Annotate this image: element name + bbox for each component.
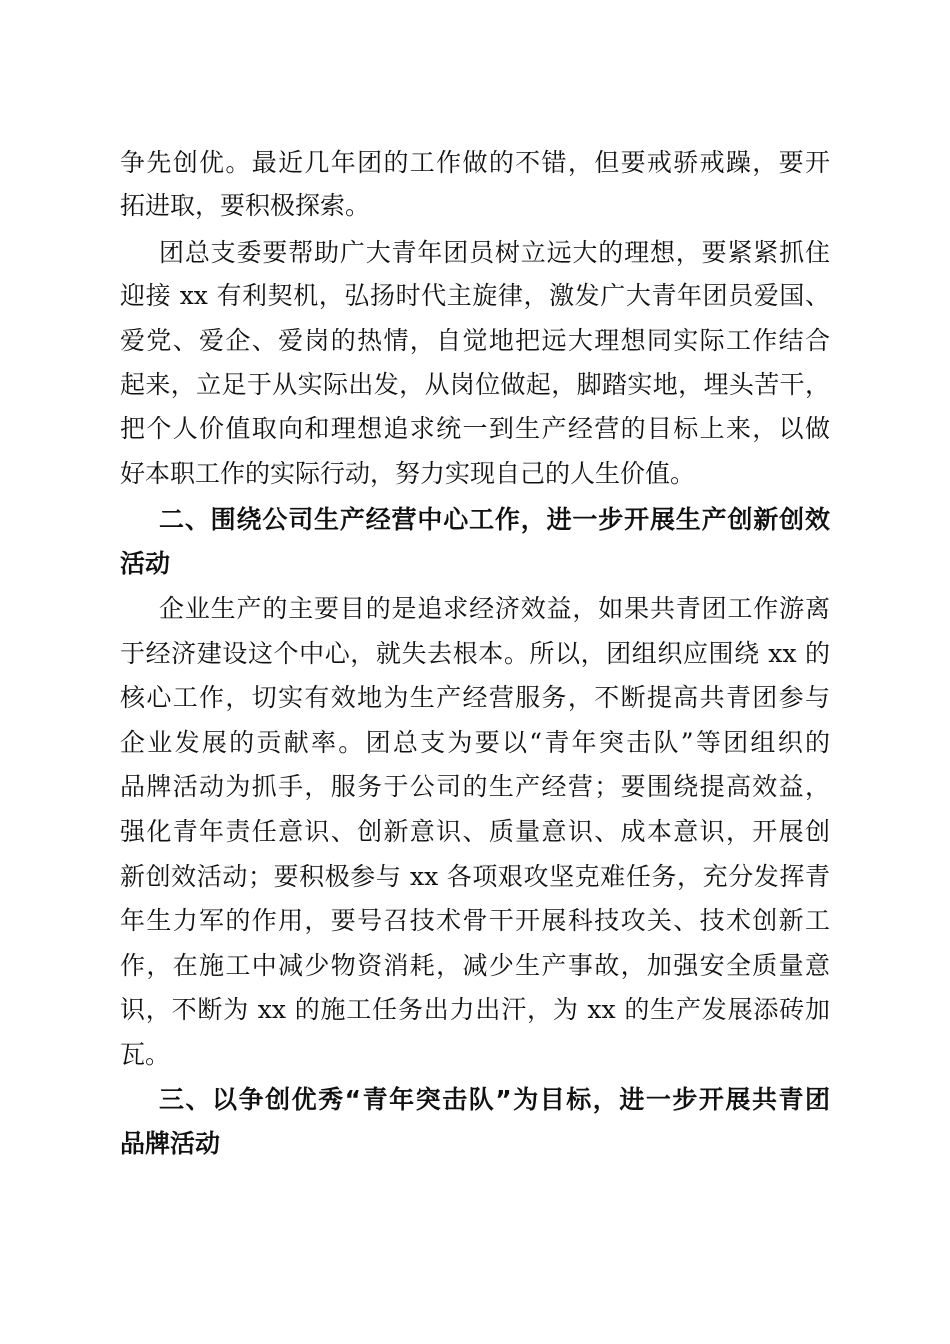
paragraph-line: 企业发展的贡献率。团总支为要以“青年突击队”等团组织的 [120, 728, 830, 757]
paragraph-line: 作，在施工中减少物资消耗，减少生产事故，加强安全质量意 [120, 951, 830, 980]
paragraph-line: 品牌活动为抓手，服务于公司的生产经营；要围绕提高效益， [120, 772, 830, 801]
section-heading-line: 品牌活动 [120, 1129, 221, 1158]
paragraph-line: 企业生产的主要目的是追求经济效益，如果共青团工作游离 [159, 594, 830, 623]
paragraph-line: 好本职工作的实际行动，努力实现自己的人生价值。 [120, 459, 696, 488]
paragraph-line: 于经济建设这个中心，就失去根本。所以，团组织应围绕 xx 的 [120, 639, 830, 668]
paragraph-line: 把个人价值取向和理想追求统一到生产经营的目标上来，以做 [120, 414, 830, 443]
paragraph-line: 争先创优。最近几年团的工作做的不错，但要戒骄戒躁，要开 [120, 148, 830, 177]
section-heading-line: 活动 [120, 549, 171, 578]
paragraph-line: 爱党、爱企、爱岗的热情，自觉地把远大理想同实际工作结合 [120, 326, 830, 355]
section-heading-line: 二、围绕公司生产经营中心工作，进一步开展生产创新创效 [159, 505, 830, 534]
paragraph-line: 迎接 xx 有利契机，弘扬时代主旋律，激发广大青年团员爱国、 [120, 281, 830, 310]
paragraph-line: 瓦。 [120, 1040, 171, 1069]
paragraph-line: 强化青年责任意识、创新意识、质量意识、成本意识，开展创 [120, 817, 830, 846]
section-heading-line: 三、以争创优秀“青年突击队”为目标，进一步开展共青团 [159, 1085, 830, 1114]
paragraph-line: 起来，立足于从实际出发，从岗位做起，脚踏实地，埋头苦干， [120, 370, 830, 399]
paragraph-line: 新创效活动；要积极参与 xx 各项艰攻坚克难任务，充分发挥青 [120, 862, 830, 891]
paragraph-line: 核心工作，切实有效地为生产经营服务，不断提高共青团参与 [120, 683, 830, 712]
paragraph-line: 识，不断为 xx 的施工任务出力出汗，为 xx 的生产发展添砖加 [120, 995, 830, 1024]
paragraph-line: 拓进取，要积极探索。 [120, 191, 371, 220]
paragraph-line: 年生力军的作用，要号召技术骨干开展科技攻关、技术创新工 [120, 906, 830, 935]
paragraph-line: 团总支委要帮助广大青年团员树立远大的理想，要紧紧抓住 [159, 238, 830, 267]
